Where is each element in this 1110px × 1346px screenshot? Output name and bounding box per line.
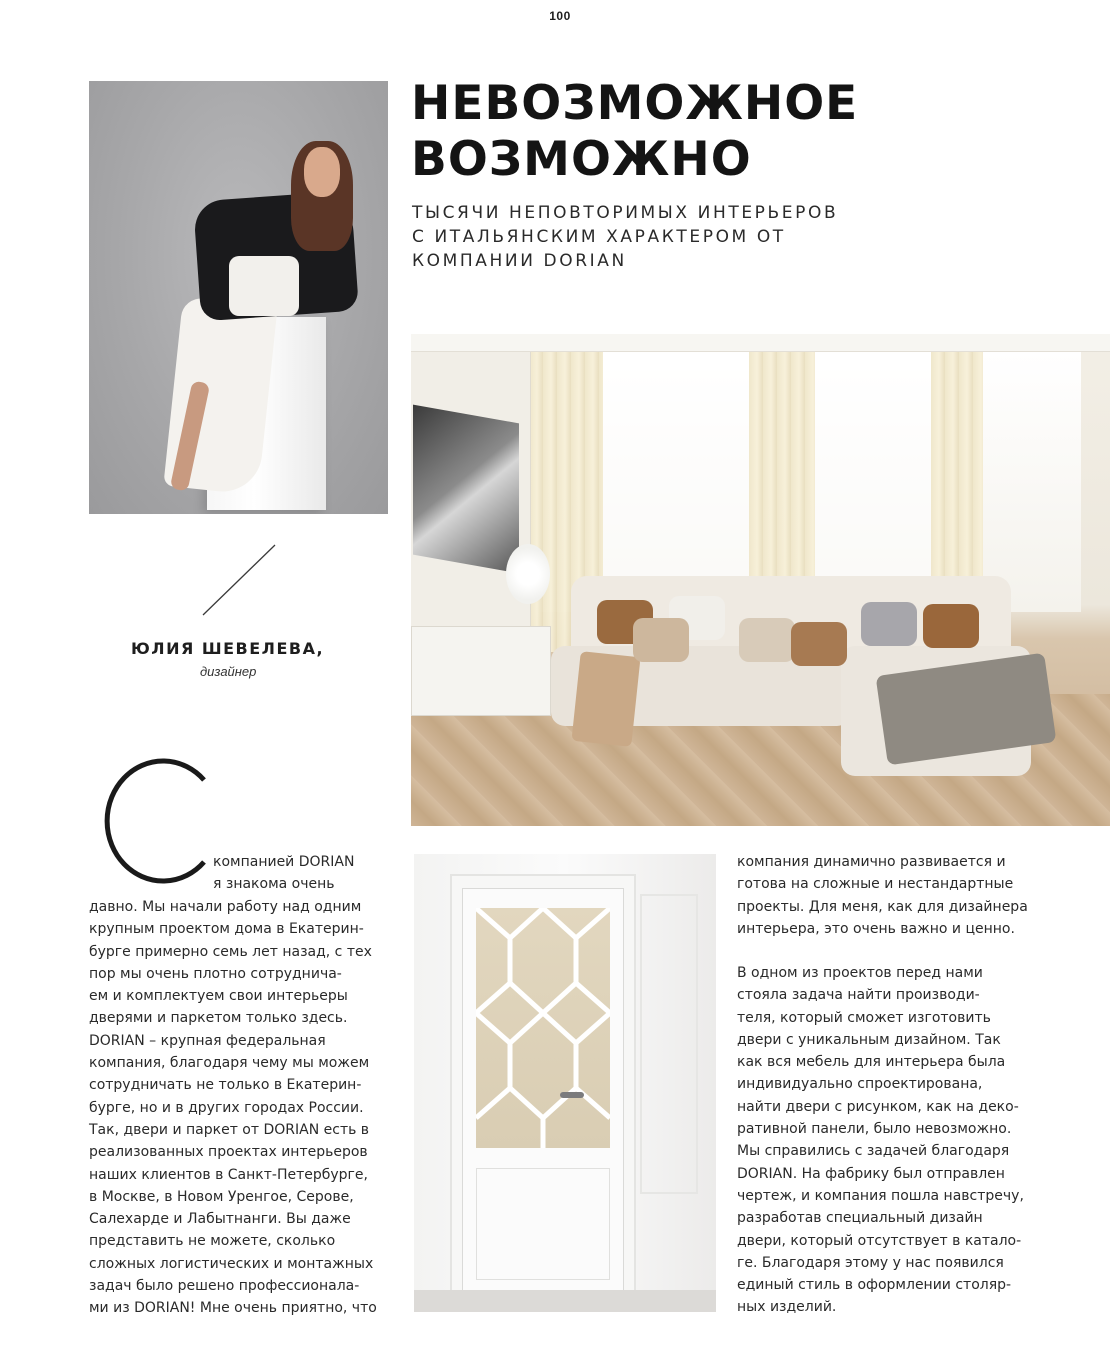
text-line: Салехарде и Лабытнанги. Вы даже: [89, 1211, 351, 1228]
text-line: реализованных проектах интерьеров: [89, 1144, 368, 1161]
living-room-photo: [411, 334, 1110, 826]
article-subtitle: [412, 201, 1012, 273]
text-line: давно. Мы начали работу над одним: [89, 899, 362, 915]
text-line: двери, который отсутствует в катало-: [737, 1232, 1022, 1249]
text-line: DORIAN – крупная федеральная: [89, 1032, 326, 1049]
throw-blanket: [571, 651, 640, 747]
text-line: компания, благодаря чему мы можем: [89, 1055, 370, 1072]
text-line: ми из DORIAN! Мне очень приятно, что: [89, 1300, 377, 1317]
article-title: [411, 76, 1091, 188]
text-line: Так, двери и паркет от DORIAN есть в: [89, 1121, 370, 1138]
article-column-1: [89, 896, 377, 1320]
text-line: проекты. Для меня, как для дизайнера: [737, 898, 1028, 915]
text-line: интерьера, это очень важно и ценно.: [737, 920, 1015, 937]
text-line: разработав специальный дизайн: [737, 1210, 983, 1227]
figure-shirt: [229, 256, 299, 316]
text-line: сотрудничать не только в Екатерин-: [89, 1077, 362, 1094]
title-line-2: ВОЗМОЖНО: [411, 132, 752, 187]
text-line: теля, который сможет изготовить: [737, 1009, 991, 1026]
orchid-plant: [506, 544, 550, 604]
text-line: компанией DORIAN: [213, 854, 355, 870]
decorative-slash: [195, 540, 285, 620]
text-line: ге. Благодаря этому у нас появился: [737, 1254, 1004, 1271]
text-line: ем и комплектуем свои интерьеры: [89, 988, 348, 1005]
door-handle: [560, 1092, 584, 1098]
title-line-1: НЕВОЗМОЖНОЕ: [411, 76, 859, 131]
designer-role: дизайнер: [200, 664, 257, 679]
pillow: [923, 604, 979, 648]
text-line: двери с уникальным дизайном. Так: [737, 1031, 1001, 1048]
floor-strip: [414, 1290, 716, 1312]
article-column-2: [737, 851, 1028, 940]
text-line: представить не можете, сколько: [89, 1233, 336, 1250]
text-line: сложных логистических и монтажных: [89, 1255, 374, 1272]
text-line: ративной панели, было невозможно.: [737, 1121, 1012, 1138]
text-line: дверями и паркетом только здесь.: [89, 1010, 348, 1027]
text-line: найти двери с рисунком, как на деко-: [737, 1098, 1019, 1115]
door-lattice: [476, 908, 610, 1148]
dropcap: [86, 746, 226, 906]
door-photo: [414, 854, 716, 1312]
text-line: бурге примерно семь лет назад, с тех: [89, 943, 372, 960]
pillow: [861, 602, 917, 646]
text-line: единый стиль в оформлении столяр-: [737, 1277, 1012, 1294]
text-line: бурге, но и в других городах России.: [89, 1099, 364, 1116]
tv-console: [411, 626, 551, 716]
designer-name: ЮЛИЯ ШЕВЕЛЕВА,: [131, 639, 325, 658]
text-line: в Москве, в Новом Уренгое, Серове,: [89, 1188, 354, 1205]
subtitle-line-1: ТЫСЯЧИ НЕПОВТОРИМЫХ ИНТЕРЬЕРОВ: [412, 203, 839, 223]
figure-face: [304, 147, 340, 197]
subtitle-line-2: С ИТАЛЬЯНСКИМ ХАРАКТЕРОМ ОТ: [412, 227, 786, 247]
ceiling: [411, 334, 1110, 352]
text-line: стояла задача найти производи-: [737, 987, 980, 1004]
text-line: задач было решено профессионала-: [89, 1278, 360, 1295]
text-line: крупным проектом дома в Екатерин-: [89, 921, 364, 938]
pillow: [633, 618, 689, 662]
pillow: [739, 618, 795, 662]
door-lower-panel: [476, 1168, 610, 1280]
designer-portrait-photo: [89, 81, 388, 514]
text-line: Мы справились с задачей благодаря: [737, 1143, 1010, 1160]
article-column-2-paragraph-2: [737, 962, 1024, 1319]
text-line: чертеж, и компания пошла навстречу,: [737, 1187, 1024, 1204]
text-line: DORIAN. На фабрику был отправлен: [737, 1165, 1005, 1182]
text-line: компания динамично развивается и: [737, 854, 1006, 870]
text-line: пор мы очень плотно сотруднича-: [89, 965, 342, 982]
article-column-1-intro: [213, 851, 354, 896]
text-line: В одном из проектов перед нами: [737, 965, 983, 981]
text-line: наших клиентов в Санкт-Петербурге,: [89, 1166, 368, 1183]
pillow: [791, 622, 847, 666]
text-line: индивидуально спроектирована,: [737, 1076, 983, 1093]
subtitle-line-3: КОМПАНИИ DORIAN: [412, 251, 627, 271]
text-line: я знакома очень: [213, 876, 335, 893]
text-line: готова на сложные и нестандартные: [737, 876, 1014, 893]
tv-screen: [413, 405, 519, 574]
page-number: 100: [549, 9, 571, 23]
text-line: ных изделий.: [737, 1299, 837, 1316]
text-line: как вся мебель для интерьера была: [737, 1054, 1006, 1071]
wall-molding: [640, 894, 698, 1194]
